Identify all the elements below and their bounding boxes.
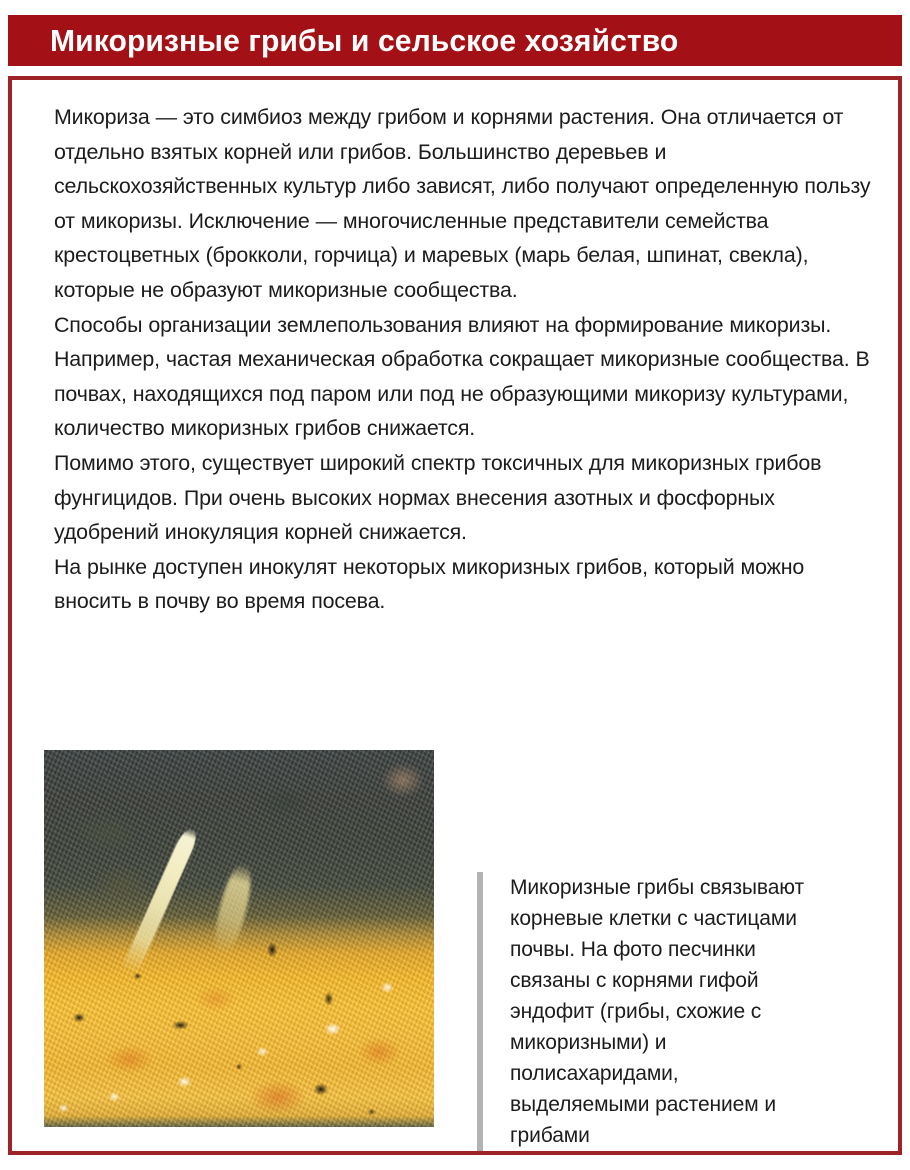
caption-vertical-rule bbox=[477, 872, 483, 1151]
article-paragraph-1: Микориза — это симбиоз между грибом и корнями растения. Она отличается от отдельно взятых корней или грибов. Большинство деревьев и сельскохозяйственных культур либо зависят, либо получают определенную пользу от микоризы. Исключение — многочисленные представители семейства крестоцветных (брокколи, горчица) и маревых (марь белая, шпинат, свекла), которые не образуют микоризные сообщества. bbox=[54, 105, 871, 302]
photo-grain-overlay bbox=[44, 750, 434, 1127]
figure-caption-block bbox=[477, 872, 817, 1151]
article-header-banner bbox=[8, 15, 902, 66]
page-title: Микоризные грибы и сельское хозяйство bbox=[50, 23, 679, 58]
soil-microscopy-photo bbox=[44, 750, 434, 1127]
article-paragraph-3: Помимо этого, существует широкий спектр токсичных для микоризных грибов фунгицидов. При очень высоких нормах внесения азотных и фосфорных удобрений инокуляция корней снижается. bbox=[54, 450, 822, 545]
article-paragraph-2: Способы организации землепользования влияют на формирование микоризы. Например, частая механическая обработка сокращает микоризные сообщества. В почвах, находящихся под паром или под не образующими микоризу культурами, количество микоризных грибов снижается. bbox=[54, 312, 870, 441]
article-body bbox=[54, 100, 872, 619]
article-paragraph-4: На рынке доступен инокулят некоторых микоризных грибов, который можно вносить в почву во время посева. bbox=[54, 554, 805, 614]
figure-photo-container bbox=[44, 750, 434, 1127]
article-content-box bbox=[8, 76, 902, 1155]
figure-caption-text: Микоризные грибы связывают корневые клетки с частицами почвы. На фото песчинки связаны с корнями гифой эндофит (грибы, схожие с микоризными) и полисахаридами, выделяемыми растением и грибами bbox=[510, 876, 805, 1147]
